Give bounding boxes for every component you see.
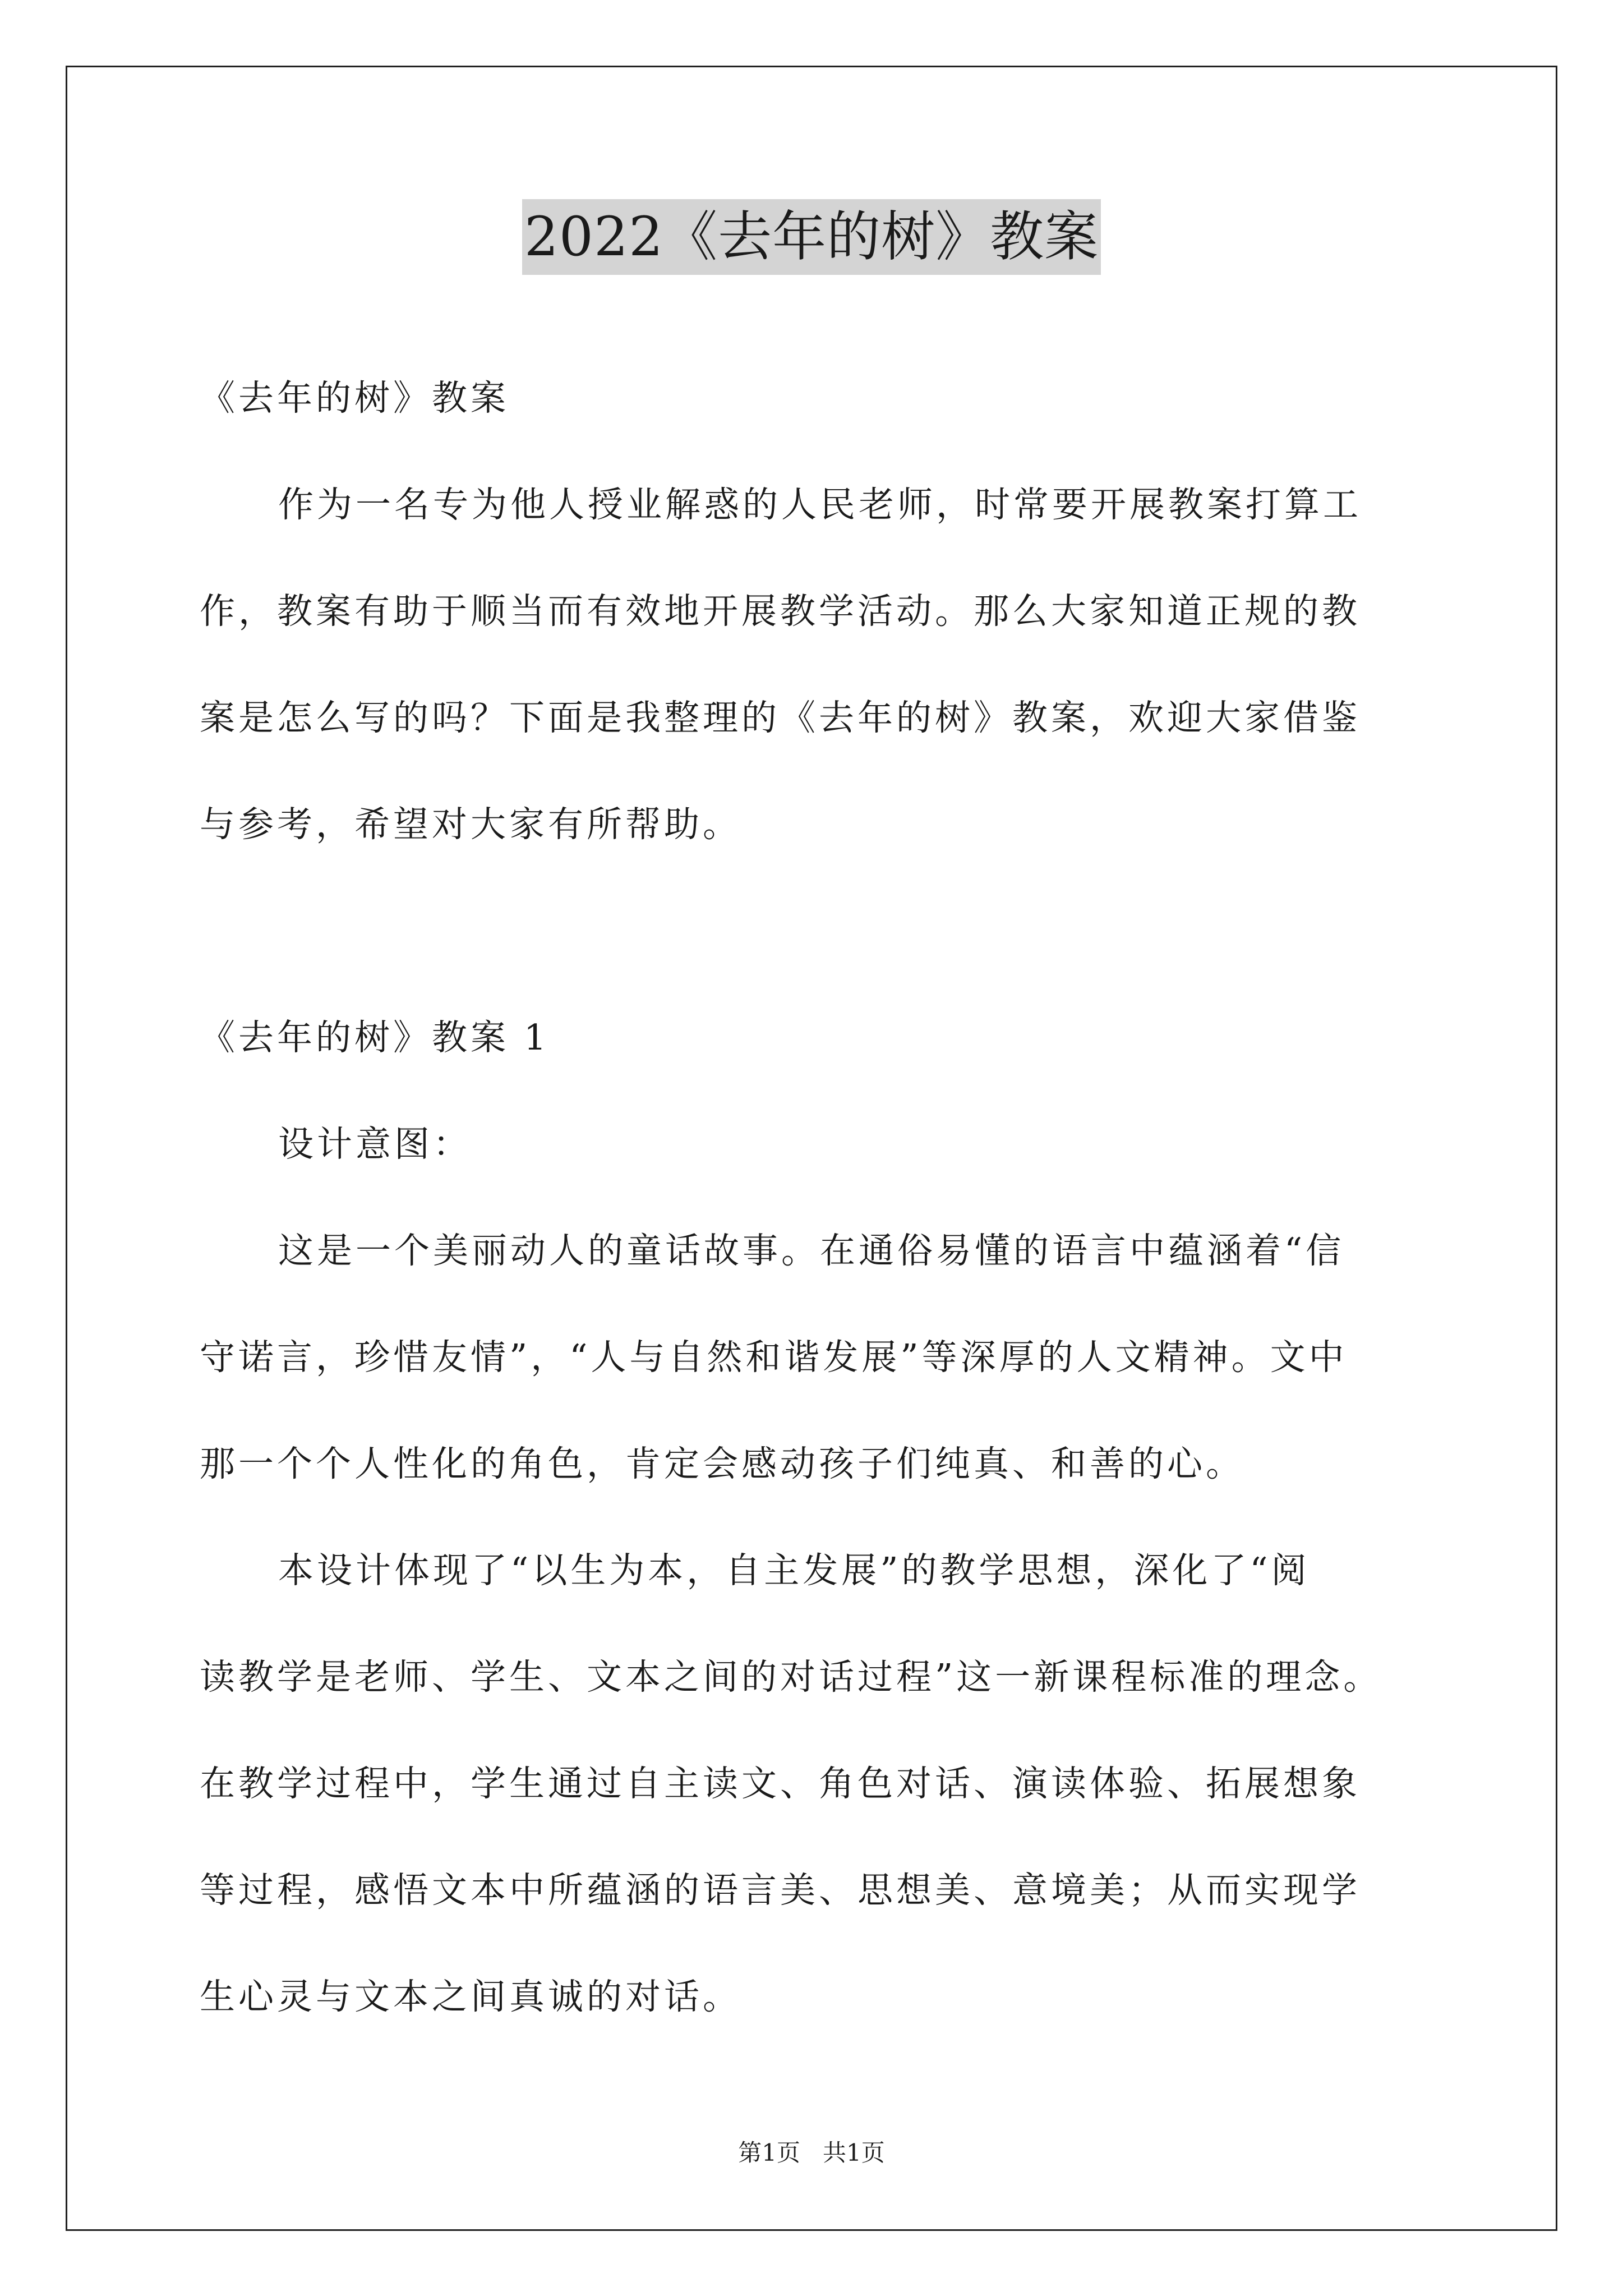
paragraph2-line: 在教学过程中，学生通过自主读文、角色对话、演读体验、拓展想象 bbox=[200, 1763, 1361, 1804]
paragraph1-line: 这是一个美丽动人的童话故事。在通俗易懂的语言中蕴涵着“信 bbox=[278, 1230, 1345, 1271]
intro-line: 作，教案有助于顺当而有效地开展教学活动。那么大家知道正规的教 bbox=[200, 591, 1361, 632]
paragraph2-line: 等过程，感悟文本中所蕴涵的语言美、思想美、意境美；从而实现学 bbox=[200, 1870, 1361, 1911]
paragraph-spacer bbox=[200, 878, 1456, 984]
page-footer: 第1页 共1页 bbox=[738, 2139, 885, 2166]
paragraph2-line: 生心灵与文本之间真诚的对话。 bbox=[200, 1976, 741, 2017]
document-title-text: 2022《去年的树》教案 bbox=[522, 199, 1101, 275]
document-subtitle: 《去年的树》教案 bbox=[200, 378, 509, 418]
section-heading: 《去年的树》教案 1 bbox=[200, 1017, 550, 1058]
paragraph2-line: 读教学是老师、学生、文本之间的对话过程”这一新课程标准的理念。 bbox=[200, 1657, 1382, 1697]
paragraph1-line: 那一个个人性化的角色，肯定会感动孩子们纯真、和善的心。 bbox=[200, 1443, 1244, 1484]
document-title bbox=[0, 199, 1623, 275]
paragraph1-line: 守诺言，珍惜友情”，“人与自然和谐发展”等深厚的人文精神。文中 bbox=[200, 1337, 1348, 1378]
intro-line: 与参考，希望对大家有所帮助。 bbox=[200, 804, 741, 845]
paragraph2-line: 本设计体现了“以生为本，自主发展”的教学思想，深化了“阅 bbox=[278, 1550, 1310, 1591]
document-body bbox=[200, 345, 1456, 2050]
intro-line: 作为一名专为他人授业解惑的人民老师，时常要开展教案打算工 bbox=[278, 484, 1362, 525]
design-intent-label: 设计意图： bbox=[278, 1124, 472, 1165]
intro-line: 案是怎么写的吗？下面是我整理的《去年的树》教案，欢迎大家借鉴 bbox=[200, 697, 1361, 738]
